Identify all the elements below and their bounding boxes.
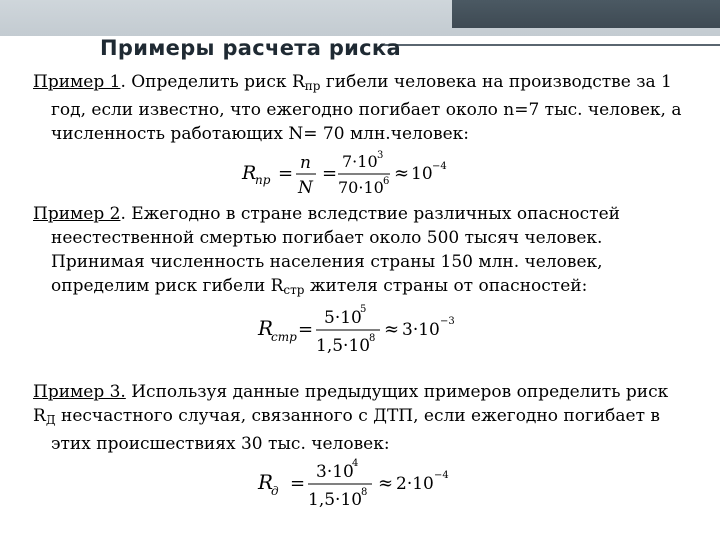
svg-text:2·10: 2·10 [396, 474, 434, 494]
svg-text:R: R [258, 316, 274, 340]
svg-text:=: = [322, 163, 338, 184]
svg-text:R: R [258, 470, 274, 494]
example-2-line-2: неестественной смертью погибает около 500 тысяч человек. [51, 228, 603, 248]
svg-text:3·10: 3·10 [316, 462, 354, 482]
example-3-line-3: этих происшествиях 30 тыс. человек: [51, 434, 390, 454]
svg-text:≈: ≈ [378, 473, 394, 494]
svg-text:1,5·10: 1,5·10 [308, 490, 363, 510]
example-1-line-2: год, если известно, что ежегодно погибает около n=7 тыс. человек, а [51, 100, 682, 120]
header-rule-dark [380, 44, 720, 46]
header-rule-light [380, 37, 720, 43]
example-2-line-3: Принимая численность населения страны 150 млн. человек, [51, 252, 603, 272]
example-2-line-1: Пример 2. Ежегодно в стране вследствие различных опасностей [33, 204, 620, 224]
svg-text:≈: ≈ [384, 319, 400, 340]
example-2-text [33, 202, 705, 302]
slide-title: Примеры расчета риска [100, 36, 401, 60]
example-3-line-1: Пример 3. Используя данные предыдущих примеров определить риск [33, 382, 669, 402]
example-1-line-3: численность работающих N= 70 млн.человек: [51, 124, 470, 144]
svg-text:70·10: 70·10 [338, 178, 384, 197]
example-3-label: Пример 3. [33, 382, 126, 402]
svg-text:пр: пр [255, 173, 271, 187]
svg-text:=: = [290, 473, 306, 494]
svg-text:N: N [298, 178, 313, 198]
svg-text:=: = [278, 163, 294, 184]
example-3-text [33, 380, 705, 456]
svg-text:3: 3 [377, 150, 384, 161]
svg-text:−4: −4 [432, 161, 447, 172]
svg-text:8: 8 [369, 333, 376, 344]
svg-text:стр: стр [271, 330, 297, 344]
svg-text:10: 10 [411, 164, 433, 184]
formula-3 [254, 454, 474, 520]
example-3-line-2: $R_Д$ несчастного случая, связанного с ДТП, если ежегодно погибает в [33, 406, 660, 427]
example-1-line-1: Пример 1. Определить риск $R_{пр}$ гибели человека на производстве за 1 [33, 72, 672, 93]
svg-text:1,5·10: 1,5·10 [316, 336, 371, 356]
svg-text:5: 5 [360, 304, 367, 315]
svg-text:8: 8 [361, 487, 368, 498]
example-1-label: Пример 1 [33, 72, 121, 92]
svg-text:≈: ≈ [394, 163, 410, 184]
svg-text:д: д [271, 484, 279, 498]
example-1-text [33, 70, 705, 146]
example-2-label: Пример 2 [33, 204, 121, 224]
svg-text:5·10: 5·10 [324, 308, 362, 328]
svg-text:=: = [298, 319, 314, 340]
example-2-line-4: определим риск гибели $R_{стр}$ жителя страны от опасностей: [51, 276, 588, 297]
svg-text:4: 4 [352, 458, 359, 469]
svg-text:n: n [300, 153, 311, 173]
svg-text:3·10: 3·10 [402, 320, 440, 340]
svg-text:−3: −3 [440, 316, 455, 327]
svg-text:R: R [242, 162, 257, 184]
formula-1 [238, 146, 468, 206]
header-dark-block [452, 0, 720, 28]
svg-text:7·10: 7·10 [342, 152, 378, 171]
svg-text:−4: −4 [434, 470, 449, 481]
svg-text:6: 6 [383, 176, 390, 187]
formula-2 [254, 300, 474, 366]
